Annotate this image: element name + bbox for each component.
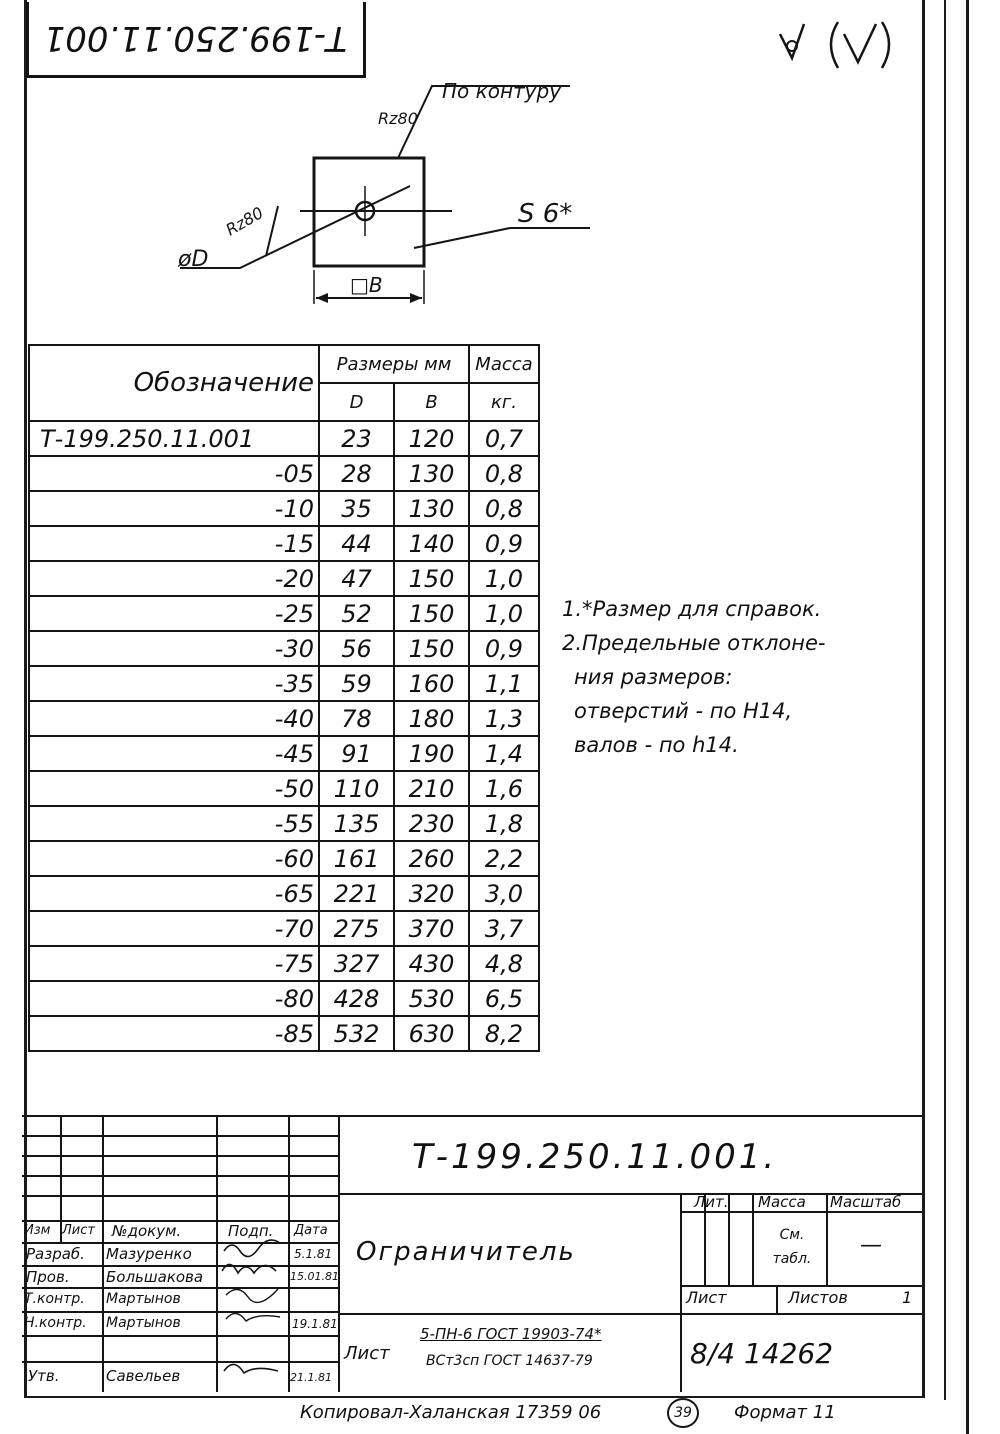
table-row [29,701,539,736]
table-row [29,526,539,561]
roughness-hole-label: Rz80 [222,203,267,240]
row-designation: Т-199.250.11.001 [29,421,319,456]
note-line: отверстий - по H14, [574,699,793,723]
frame-bottom-line [24,1396,924,1398]
outline-note: По контуру [442,79,562,103]
row-designation: -25 [29,596,319,631]
row-d: 52 [319,596,394,631]
table-row [29,946,539,981]
note-line: 2.Предельные отклоне- [562,631,826,655]
row-b: 630 [394,1016,469,1051]
role-label: Н.контр. [24,1315,87,1331]
role-label: Разраб. [26,1245,85,1263]
document-number: Т-199.250.11.001. [412,1137,778,1177]
row-designation: -65 [29,876,319,911]
row-designation: -10 [29,491,319,526]
header-dimensions: Размеры мм [319,345,469,383]
role-date: 21.1.81 [290,1371,332,1384]
row-designation: -35 [29,666,319,701]
top-stamp [26,2,366,78]
col-izm: Изм [24,1223,51,1238]
table-row [29,771,539,806]
row-d: 135 [319,806,394,841]
col-doc: №докум. [112,1222,182,1240]
table-row [29,981,539,1016]
role-name: Большакова [106,1268,204,1286]
row-designation: -15 [29,526,319,561]
thickness-label: S 6* [518,199,573,229]
row-b: 140 [394,526,469,561]
row-d: 532 [319,1016,394,1051]
row-mass: 0,8 [469,491,539,526]
row-b: 530 [394,981,469,1016]
table-row [29,736,539,771]
row-d: 91 [319,736,394,771]
row-b: 230 [394,806,469,841]
top-stamp-text: Т-199.250.11.001 [43,18,347,58]
table-row [29,876,539,911]
row-d: 47 [319,561,394,596]
row-d: 78 [319,701,394,736]
row-designation: -85 [29,1016,319,1051]
row-mass: 2,2 [469,841,539,876]
part-title: Ограничитель [356,1237,576,1267]
title-block [22,1115,922,1392]
row-b: 210 [394,771,469,806]
row-designation: -05 [29,456,319,491]
part-drawing [170,78,600,318]
row-mass: 0,9 [469,631,539,666]
table-row [29,911,539,946]
role-label: Т.контр. [24,1291,85,1307]
signatures [218,1221,288,1391]
row-mass: 0,8 [469,456,539,491]
table-row [29,421,539,456]
diameter-label: øD [178,247,209,272]
header-mass: Масса [469,345,539,383]
row-b: 430 [394,946,469,981]
row-b: 260 [394,841,469,876]
row-mass: 4,8 [469,946,539,981]
row-b: 130 [394,491,469,526]
row-designation: -45 [29,736,319,771]
row-designation: -20 [29,561,319,596]
row-mass: 1,8 [469,806,539,841]
spec-table [28,344,540,1052]
row-d: 327 [319,946,394,981]
row-designation: -80 [29,981,319,1016]
row-mass: 1,4 [469,736,539,771]
row-mass: 1,3 [469,701,539,736]
row-mass: 1,1 [469,666,539,701]
frame-outer-right-line [944,0,946,1400]
row-b: 190 [394,736,469,771]
mass-value: См. табл. [772,1227,812,1267]
col-list: Лист [62,1223,95,1238]
format-label: Формат 11 [734,1402,836,1423]
table-row [29,806,539,841]
table-row [29,631,539,666]
row-b: 150 [394,631,469,666]
row-designation: -75 [29,946,319,981]
row-mass: 1,0 [469,561,539,596]
row-mass: 3,0 [469,876,539,911]
note-line: 1.*Размер для справок. [562,597,822,621]
scale-value: — [860,1233,882,1258]
circle-number [667,1398,699,1428]
notes [562,592,825,762]
row-d: 56 [319,631,394,666]
note-line: ния размеров: [574,665,733,689]
row-d: 28 [319,456,394,491]
role-label: Пров. [26,1268,70,1286]
row-d: 23 [319,421,394,456]
row-d: 428 [319,981,394,1016]
row-b: 180 [394,701,469,736]
row-mass: 6,5 [469,981,539,1016]
row-b: 150 [394,596,469,631]
scale-label: Масштаб [830,1193,902,1211]
mass-label: Масса [758,1193,806,1211]
frame-edge-line [966,0,969,1434]
sheets-label: Листов [788,1288,848,1307]
copied-by: Копировал-Халанская 17359 06 [300,1402,602,1423]
row-designation: -50 [29,771,319,806]
row-d: 221 [319,876,394,911]
role-name: Мартынов [106,1315,181,1331]
table-row [29,666,539,701]
table-row [29,561,539,596]
row-b: 130 [394,456,469,491]
lit-label: Лит. [694,1193,729,1211]
sheet-label: Лист [686,1288,727,1307]
circle-number-text: 39 [674,1405,692,1421]
table-row [29,456,539,491]
header-col-d: D [319,383,394,421]
role-date: 5.1.81 [294,1247,333,1261]
row-mass: 0,9 [469,526,539,561]
row-designation: -55 [29,806,319,841]
row-designation: -40 [29,701,319,736]
role-date: 15.01.81 [290,1270,339,1283]
table-row [29,491,539,526]
note-line: валов - по h14. [574,733,739,757]
row-d: 44 [319,526,394,561]
material-line2: ВСт3сп ГОСТ 14637-79 [426,1353,593,1369]
material-line1: 5-ПН-6 ГОСТ 19903-74* [420,1325,602,1343]
table-row [29,841,539,876]
row-b: 160 [394,666,469,701]
table-row [29,596,539,631]
row-b: 150 [394,561,469,596]
width-label: □В [350,273,383,297]
row-d: 275 [319,911,394,946]
row-d: 110 [319,771,394,806]
col-sign: Подп. [228,1222,274,1240]
material-prefix: Лист [344,1343,390,1364]
table-row [29,1016,539,1051]
row-designation: -70 [29,911,319,946]
row-designation: -60 [29,841,319,876]
role-name: Савельев [106,1367,181,1385]
code: 8/4 14262 [690,1337,834,1370]
row-b: 120 [394,421,469,456]
frame-right-line [922,0,925,1398]
row-mass: 1,6 [469,771,539,806]
row-b: 370 [394,911,469,946]
role-name: Мартынов [106,1291,181,1307]
row-d: 161 [319,841,394,876]
row-mass: 0,7 [469,421,539,456]
row-b: 320 [394,876,469,911]
row-d: 35 [319,491,394,526]
row-designation: -30 [29,631,319,666]
col-date: Дата [294,1223,328,1238]
row-mass: 3,7 [469,911,539,946]
header-designation: Обозначение [29,345,319,421]
row-mass: 1,0 [469,596,539,631]
row-mass: 8,2 [469,1016,539,1051]
row-d: 59 [319,666,394,701]
header-unit-mass: кг. [469,383,539,421]
sheets-value: 1 [902,1288,913,1307]
roughness-top-label: Rz80 [378,109,418,128]
role-name: Мазуренко [106,1245,192,1263]
role-label: Утв. [28,1367,60,1385]
header-col-b: В [394,383,469,421]
roughness-mark-icon [778,14,898,74]
role-date: 19.1.81 [292,1317,338,1331]
